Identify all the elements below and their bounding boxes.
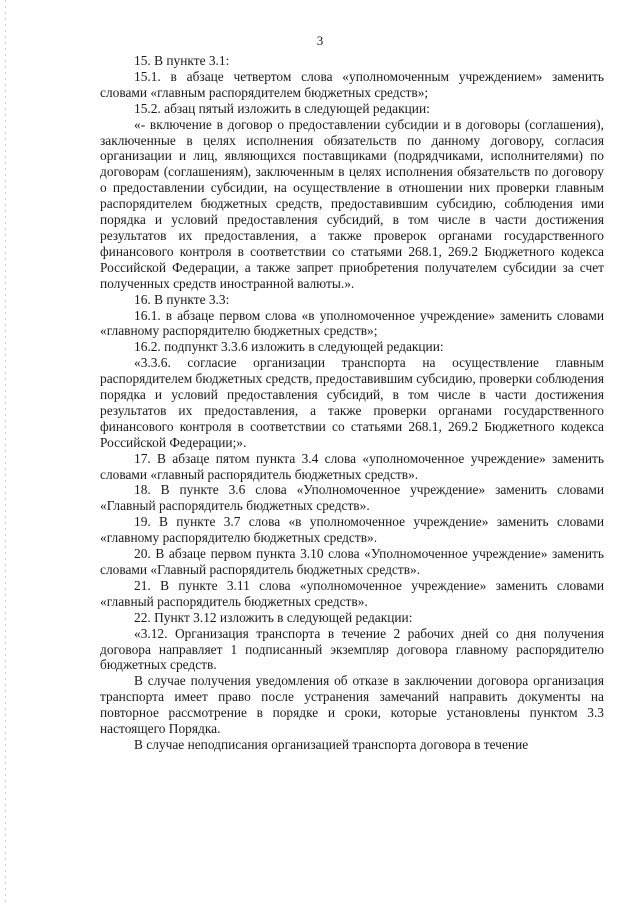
paragraph-20: 20. В абзаце первом пункта 3.10 слова «Уполномоченное учреждение» заменить словами «Главный распорядитель бюджетных средств».: [100, 546, 604, 577]
paragraph-15: 15. В пункте 3.1:: [134, 53, 230, 68]
paragraph-22: 22. Пункт 3.12 изложить в следующей редакции:: [134, 609, 413, 625]
paragraph-16: 16. В пункте 3.3:: [134, 291, 230, 307]
scan-edge-marks: [5, 0, 6, 905]
page-number: 3: [316, 33, 324, 48]
paragraph-refusal: В случае получения уведомления об отказе в заключении договора организация транспорта имеет право после устранения замечаний направить документы на повторное рассмотрение в порядке и сроки, которые установлены пунктом 3.3 настоящего Порядка.: [100, 673, 604, 737]
paragraph-21: 21. В пункте 3.11 слова «уполномоченное учреждение» заменить словами «главный распорядитель бюджетных средств».: [100, 577, 604, 609]
paragraph-16-1: 16.1. в абзаце первом слова «в уполномоченное учреждение» заменить словами «главному распорядителю бюджетных средств»;: [100, 307, 604, 339]
document-body: [100, 53, 604, 753]
paragraph-15-1: 15.1. в абзаце четвертом слова «уполномоченным учреждением» заменить словами «главным распорядителем бюджетных средств»;: [100, 68, 604, 100]
paragraph-19: 19. В пункте 3.7 слова «в уполномоченное учреждение» заменить словами «главному распорядителю бюджетных средств».: [100, 514, 604, 546]
paragraph-non-signing: В случае неподписания организацией транспорта договора в течение: [134, 736, 529, 752]
paragraph-3-3-6-quote: «3.3.6. согласие организации транспорта на осуществление главным распорядителем бюджетных средств, предоставившим субсидию, проверки соблюдения порядка и условий предоставления субсидий, в том числе в части достижения результатов их предоставления, а также проверки органами государственного финансового контроля в соответствии со статьями 268.1, 269.2 Бюджетного кодекса Российской Федерации;».: [100, 355, 604, 450]
paragraph-17: 17. В абзаце пятом пункта 3.4 слова «уполномоченное учреждение» заменить словами «главный распорядитель бюджетных средств».: [100, 450, 604, 482]
paragraph-18: 18. В пункте 3.6 слова «Уполномоченное учреждение» заменить словами «Главный распорядитель бюджетных средств».: [100, 482, 604, 514]
paragraph-15-2: 15.2. абзац пятый изложить в следующей редакции:: [134, 100, 430, 116]
paragraph-3-12-quote: «3.12. Организация транспорта в течение 2 рабочих дней со дня получения договора направляет 1 подписанный экземпляр договора главному распорядителю бюджетных средств.: [100, 625, 604, 673]
paragraph-15-2-quote: «- включение в договор о предоставлении субсидии и в договоры (соглашения), заключенные в целях исполнения обязательств по данному договору, согласия организации и лиц, являющихся поставщиками (подрядчиками, исполнителями) по договорам (соглашениям), заключенным в целях исполнения обязательств по договору о предоставлении субсидии, на осуществление в отношении них проверки главным распорядителем бюджетных средств, предоставившим субсидию, соблюдения ими порядка и условий предоставления субсидий, в том числе в части достижения результатов их предоставления, а также проверок органами государственного финансового контроля в соответствии со статьями 268.1, 269.2 Бюджетного кодекса Российской Федерации, а также запрет приобретения получателем субсидии за счет полученных средств иностранной валюты.».: [100, 116, 604, 291]
paragraph-16-2: 16.2. подпункт 3.3.6 изложить в следующей редакции:: [134, 339, 444, 355]
